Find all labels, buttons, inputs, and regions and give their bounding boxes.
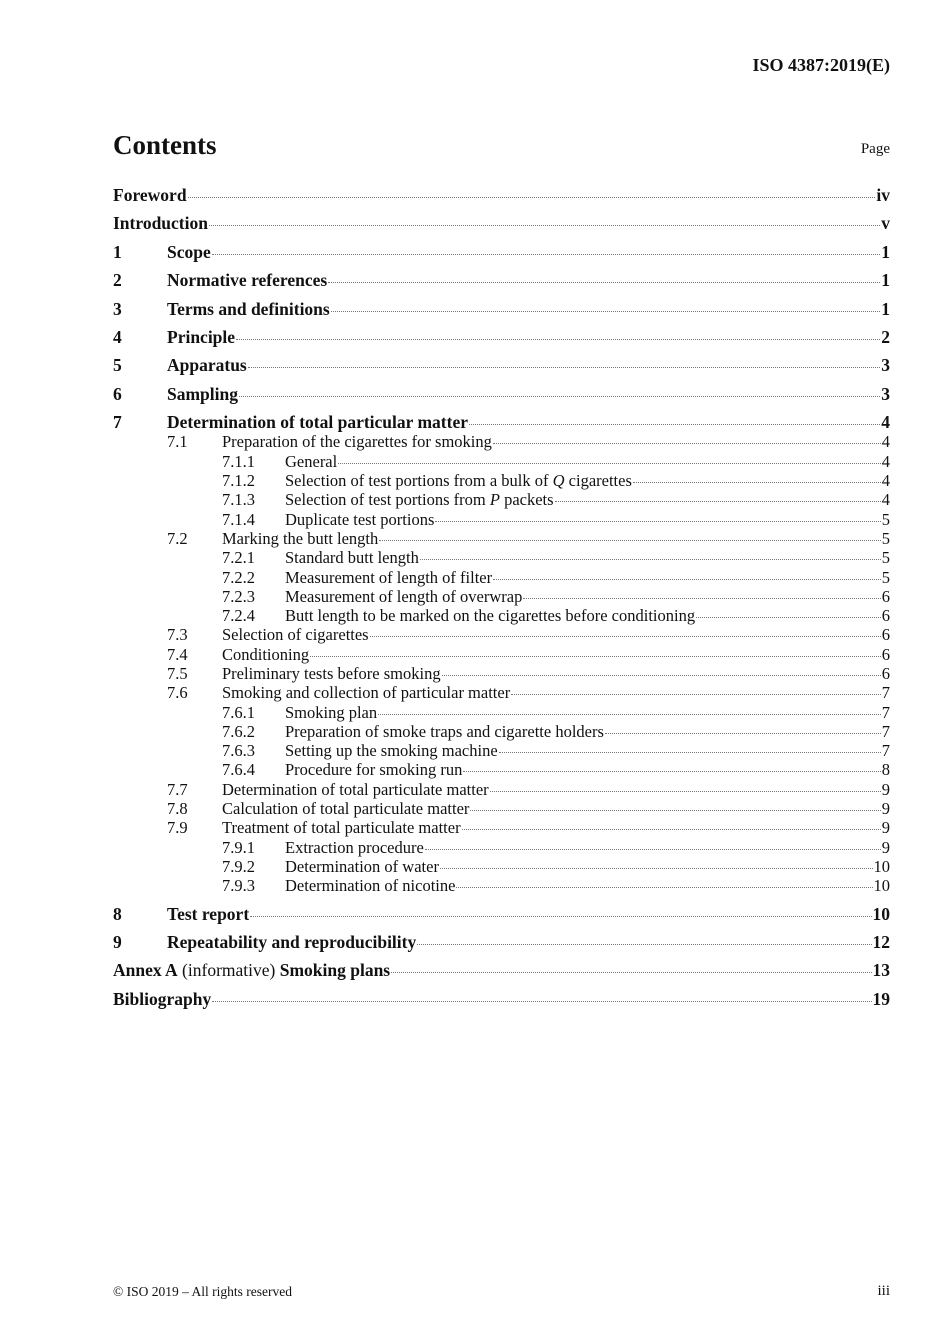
toc-entry-page: v [881, 213, 890, 234]
toc-entry-title [285, 510, 434, 529]
toc-entry-number: 2 [113, 270, 122, 291]
toc-entry-number: 7.1.2 [222, 471, 255, 491]
toc-entry-number: 8 [113, 903, 122, 924]
toc-title-segment: Preliminary tests before smoking [222, 663, 441, 683]
dot-leader [442, 675, 881, 676]
toc-entry[interactable] [113, 432, 890, 451]
toc-title-segment: Selection of cigarettes [222, 625, 369, 645]
toc-entry-number: 7.6 [167, 683, 188, 703]
toc-entry-title [167, 356, 247, 375]
dot-leader [440, 868, 873, 869]
toc-entry-page: 4 [881, 432, 890, 452]
toc-title-segment: Principle [167, 326, 236, 347]
toc-entry-title [285, 452, 337, 471]
dot-leader [236, 339, 880, 340]
toc-entry-number: 7.2 [167, 528, 188, 548]
toc-entry[interactable] [113, 990, 890, 1009]
toc-title-segment: Preparation of the cigarettes for smoking [222, 432, 492, 452]
toc-entry-title [167, 271, 327, 290]
toc-entry-number: 7.4 [167, 644, 188, 664]
toc-entry-number: 7.2.2 [222, 567, 255, 587]
toc-entry[interactable] [113, 568, 890, 587]
toc-entry-number: 7.1.3 [222, 490, 255, 510]
toc-entry-page: 1 [881, 270, 890, 291]
dot-leader [490, 791, 881, 792]
toc-entry[interactable] [113, 760, 890, 779]
dot-leader [633, 482, 881, 483]
toc-title-segment: Q [552, 471, 565, 491]
toc-entry-title [167, 933, 416, 952]
toc-entry-page: 9 [881, 837, 890, 857]
toc-entry[interactable] [113, 243, 890, 262]
toc-title-segment: Smoking plan [285, 702, 378, 722]
toc-title-segment: Procedure for smoking run [285, 760, 463, 780]
document-id-header: ISO 4387:2019(E) [752, 55, 890, 75]
toc-entry[interactable] [113, 529, 890, 548]
toc-entry[interactable] [113, 548, 890, 567]
toc-entry-page: 5 [881, 567, 890, 587]
dot-leader [378, 714, 881, 715]
toc-entry-page: 4 [881, 412, 890, 433]
toc-entry-number: 7.8 [167, 799, 188, 819]
toc-entry[interactable] [113, 214, 890, 233]
toc-entry-title [167, 328, 235, 347]
toc-entry-title [222, 799, 469, 818]
toc-title-segment: Preparation of smoke traps and cigarette holders [285, 721, 604, 741]
toc-entry-title [285, 606, 695, 625]
dot-leader [523, 598, 880, 599]
dot-leader [212, 1001, 871, 1002]
toc-entry-number: 1 [113, 241, 122, 262]
toc-entry-page: 5 [881, 528, 890, 548]
dot-leader [605, 733, 881, 734]
toc-entry-page: 12 [872, 932, 890, 953]
toc-title-segment: Sampling [167, 383, 238, 404]
toc-entry-title [285, 857, 439, 876]
toc-entry[interactable] [113, 818, 890, 837]
dot-leader [188, 197, 876, 198]
toc-entry[interactable] [113, 625, 890, 644]
toc-entry-number: 7.6.4 [222, 760, 255, 780]
toc-entry-title [222, 780, 489, 799]
toc-entry-page: 10 [873, 876, 890, 896]
toc-entry-page: 10 [872, 903, 890, 924]
toc-entry-title [222, 683, 510, 702]
toc-entry-page: 5 [881, 509, 890, 529]
toc-entry-page: 4 [881, 451, 890, 471]
toc-entry-title [167, 300, 330, 319]
dot-leader [248, 367, 881, 368]
page-title: Contents [113, 130, 217, 160]
dot-leader [209, 225, 880, 226]
toc-entry[interactable] [113, 722, 890, 741]
toc-entry-number: 7.6.3 [222, 741, 255, 761]
toc-title-segment: Determination of total particular matter [167, 412, 468, 433]
toc-entry-page: 7 [881, 721, 890, 741]
toc-entry-title [222, 625, 369, 644]
page-column-label: Page [860, 141, 890, 157]
toc-entry-number: 7.6.2 [222, 721, 255, 741]
dot-leader [463, 771, 880, 772]
toc-entry-page: 9 [881, 818, 890, 838]
toc-entry-page: 3 [881, 383, 890, 404]
toc-entry-number: 7.6.1 [222, 702, 255, 722]
toc-entry-page: 4 [881, 490, 890, 510]
dot-leader [331, 311, 881, 312]
toc-entry-page: iv [876, 185, 890, 205]
toc-entry-page: 9 [881, 799, 890, 819]
toc-title-segment: Measurement of length of filter [285, 567, 493, 587]
toc-entry[interactable] [113, 838, 890, 857]
toc-entry-page: 7 [881, 741, 890, 761]
toc-title-segment: Introduction [113, 213, 208, 234]
toc-entry-page: 19 [872, 988, 890, 1009]
toc-entry[interactable] [113, 300, 890, 319]
toc-entry[interactable] [113, 645, 890, 664]
dot-leader [462, 829, 881, 830]
toc-title-segment: Smoking plans [279, 960, 391, 981]
toc-entry-title [167, 905, 249, 924]
toc-entry-page: 6 [881, 606, 890, 626]
toc-entry-number: 7.2.4 [222, 606, 255, 626]
toc-entry[interactable] [113, 186, 890, 205]
toc-entry-number: 6 [113, 383, 122, 404]
toc-entry-number: 3 [113, 298, 122, 319]
toc-entry-page: 6 [881, 625, 890, 645]
toc-title-segment: P [489, 490, 500, 510]
dot-leader [425, 849, 881, 850]
toc-entry[interactable] [113, 683, 890, 702]
toc-entry-number: 7.3 [167, 625, 188, 645]
toc-entry-title [285, 471, 632, 490]
toc-entry-page: 13 [872, 960, 890, 981]
toc-entry-title [113, 186, 187, 205]
dot-leader [493, 579, 881, 580]
footer-page-number: iii [877, 1283, 890, 1299]
dot-leader [696, 617, 881, 618]
toc-title-segment: Selection of test portions from [285, 490, 490, 510]
dot-leader [456, 887, 872, 888]
dot-leader [328, 282, 880, 283]
toc-entry-title [285, 568, 492, 587]
toc-title-segment: Determination of total particulate matter [222, 779, 489, 799]
toc-title-segment: Conditioning [222, 644, 310, 664]
toc-title-segment: Bibliography [113, 988, 212, 1009]
toc-entry-title [285, 876, 455, 895]
toc-entry-number: 7 [113, 412, 122, 433]
toc-title-segment: Measurement of length of overwrap [285, 586, 523, 606]
toc-entry-page: 6 [881, 644, 890, 664]
toc-title-segment: Smoking and collection of particular matter [222, 683, 511, 703]
toc-entry[interactable] [113, 356, 890, 375]
toc-entry[interactable] [113, 452, 890, 471]
dot-leader [239, 396, 880, 397]
toc-entry-page: 2 [881, 326, 890, 347]
toc-entry-number: 7.1.4 [222, 509, 255, 529]
toc-entry[interactable] [113, 961, 890, 980]
toc-entry-page: 9 [881, 779, 890, 799]
toc-title-segment: Standard butt length [285, 548, 419, 568]
toc-entry-title [113, 990, 211, 1009]
dot-leader [250, 916, 871, 917]
dot-leader [469, 424, 880, 425]
toc-entry[interactable] [113, 857, 890, 876]
toc-title-segment: Annex A [113, 960, 178, 981]
dot-leader [499, 752, 881, 753]
toc-entry-title [285, 741, 498, 760]
dot-leader [338, 463, 881, 464]
toc-entry[interactable] [113, 328, 890, 347]
table-of-contents [113, 186, 890, 1009]
toc-entry-number: 4 [113, 326, 122, 347]
toc-entry-page: 1 [881, 241, 890, 262]
toc-entry-number: 7.7 [167, 779, 188, 799]
toc-title-segment: Selection of test portions from a bulk of [285, 471, 553, 491]
toc-entry-title [222, 645, 309, 664]
toc-title-segment: Normative references [167, 270, 328, 291]
toc-title-segment: Foreword [113, 185, 187, 205]
toc-entry-title [113, 214, 208, 233]
toc-entry[interactable] [113, 413, 890, 432]
dot-leader [511, 694, 881, 695]
dot-leader [493, 443, 881, 444]
toc-entry[interactable] [113, 664, 890, 683]
toc-entry-number: 7.9.1 [222, 837, 255, 857]
toc-entry-page: 6 [881, 663, 890, 683]
toc-entry-page: 4 [881, 471, 890, 491]
toc-title-segment: Marking the butt length [222, 528, 379, 548]
toc-entry[interactable] [113, 780, 890, 799]
toc-entry-title [113, 961, 390, 980]
toc-entry-number: 7.2.1 [222, 548, 255, 568]
toc-entry-page: 7 [881, 683, 890, 703]
toc-entry-title [285, 722, 604, 741]
toc-entry[interactable] [113, 587, 890, 606]
toc-entry[interactable] [113, 905, 890, 924]
toc-entry-title [167, 243, 211, 262]
toc-title-segment: packets [499, 490, 554, 510]
toc-entry[interactable] [113, 933, 890, 952]
dot-leader [555, 501, 881, 502]
toc-title-segment: Scope [167, 241, 211, 262]
toc-entry[interactable] [113, 471, 890, 490]
dot-leader [420, 559, 881, 560]
toc-entry-number: 7.9.3 [222, 876, 255, 896]
toc-entry[interactable] [113, 271, 890, 290]
toc-entry-page: 7 [881, 702, 890, 722]
toc-title-segment: Determination of water [285, 856, 439, 876]
toc-entry[interactable] [113, 741, 890, 760]
toc-title-segment: Extraction procedure [285, 837, 424, 857]
toc-title-segment: General [285, 451, 338, 471]
toc-entry-page: 5 [881, 548, 890, 568]
toc-title-segment: Butt length to be marked on the cigarettes before conditioning [285, 606, 696, 626]
toc-entry[interactable] [113, 799, 890, 818]
toc-entry[interactable] [113, 385, 890, 404]
dot-leader [212, 254, 881, 255]
toc-entry-page: 8 [881, 760, 890, 780]
toc-title-segment: Treatment of total particulate matter [222, 818, 461, 838]
toc-title-segment: Duplicate test portions [285, 509, 435, 529]
toc-entry[interactable] [113, 490, 890, 509]
toc-entry-number: 7.9 [167, 818, 188, 838]
toc-title-segment: Apparatus [167, 355, 247, 376]
toc-entry-title [167, 413, 468, 432]
dot-leader [379, 540, 880, 541]
toc-title-segment: Terms and definitions [167, 298, 330, 319]
toc-entry-title [222, 818, 461, 837]
toc-entry-title [222, 432, 492, 451]
toc-title-segment: Determination of nicotine [285, 876, 456, 896]
toc-entry-title [285, 490, 554, 509]
toc-entry-number: 7.2.3 [222, 586, 255, 606]
toc-entry-number: 7.1 [167, 432, 188, 452]
dot-leader [435, 521, 880, 522]
toc-entry-page: 10 [873, 856, 890, 876]
toc-entry-title [222, 664, 441, 683]
toc-entry-page: 1 [881, 298, 890, 319]
toc-title-segment: Repeatability and reproducibility [167, 932, 417, 953]
toc-entry-number: 7.1.1 [222, 451, 255, 471]
toc-entry-number: 7.5 [167, 663, 188, 683]
toc-entry-title [285, 703, 377, 722]
toc-title-segment: Setting up the smoking machine [285, 741, 498, 761]
toc-entry-number: 9 [113, 932, 122, 953]
toc-entry-number: 5 [113, 355, 122, 376]
dot-leader [417, 944, 871, 945]
copyright-footer: © ISO 2019 – All rights reserved [113, 1284, 292, 1299]
toc-title-segment: Calculation of total particulate matter [222, 799, 470, 819]
toc-entry[interactable] [113, 703, 890, 722]
dot-leader [310, 656, 881, 657]
toc-entry-title [285, 838, 424, 857]
toc-entry-title [222, 529, 378, 548]
dot-leader [370, 636, 881, 637]
toc-entry-title [285, 760, 462, 779]
dot-leader [391, 972, 871, 973]
toc-entry-title [167, 385, 238, 404]
toc-entry-title [285, 548, 419, 567]
toc-entry-page: 6 [881, 586, 890, 606]
dot-leader [470, 810, 880, 811]
toc-entry[interactable] [113, 606, 890, 625]
toc-title-segment: (informative) [177, 960, 280, 981]
toc-entry[interactable] [113, 510, 890, 529]
toc-title-segment: cigarettes [564, 471, 632, 491]
toc-title-segment: Test report [167, 903, 250, 924]
toc-entry-page: 3 [881, 355, 890, 376]
toc-entry-number: 7.9.2 [222, 856, 255, 876]
toc-entry[interactable] [113, 876, 890, 895]
toc-entry-title [285, 587, 522, 606]
